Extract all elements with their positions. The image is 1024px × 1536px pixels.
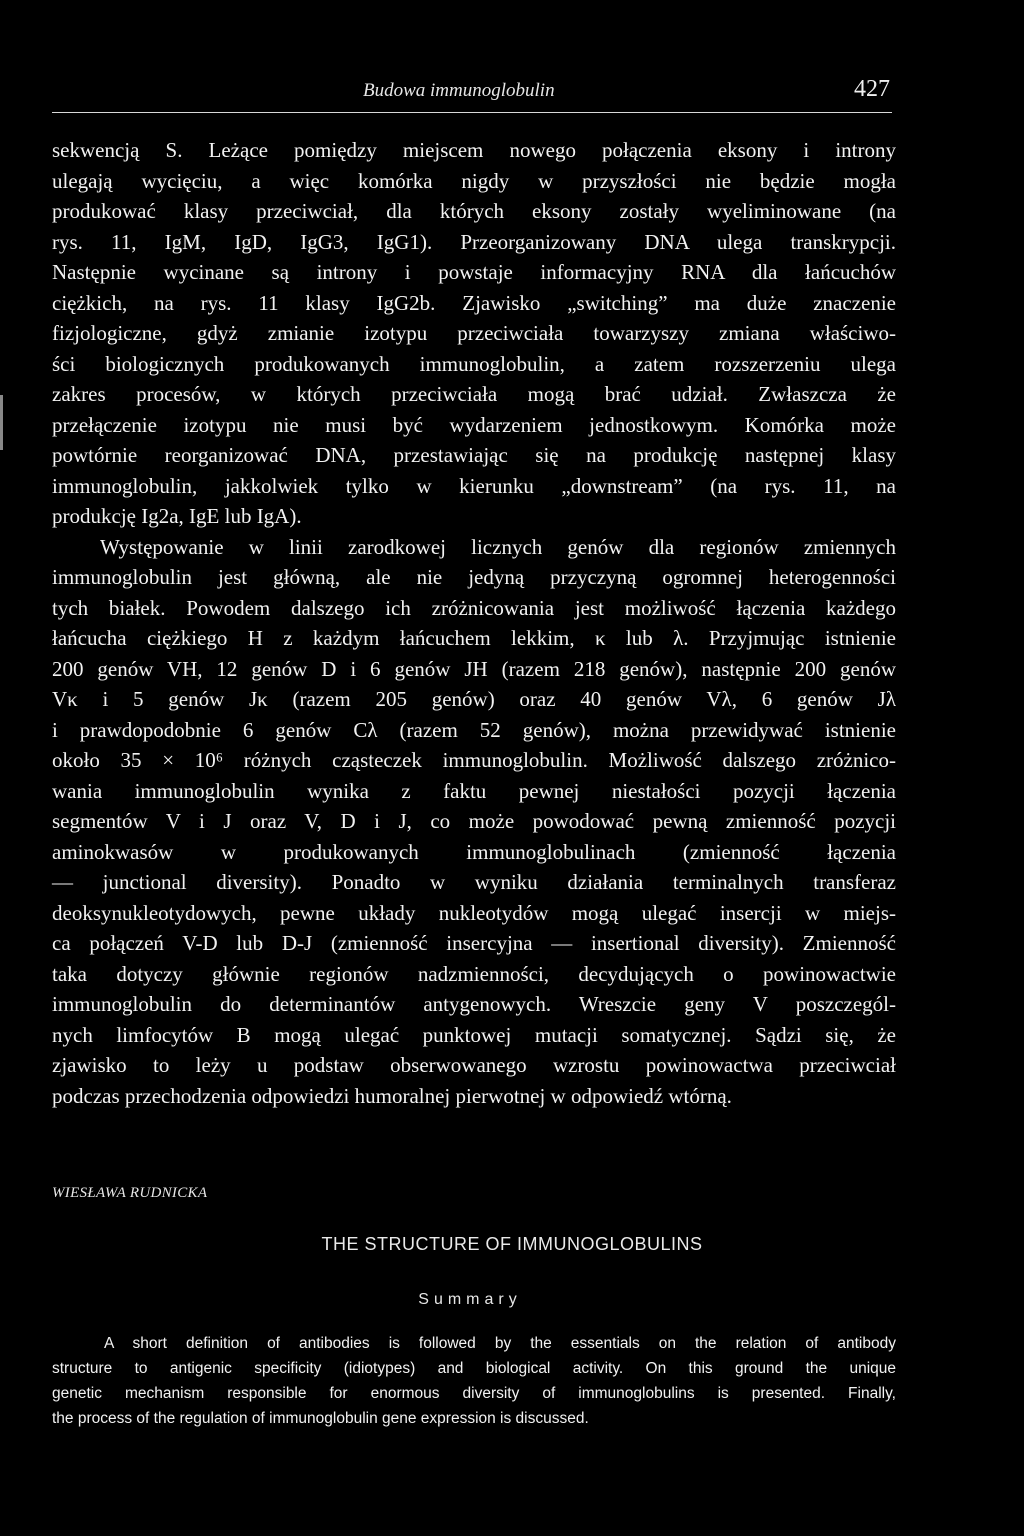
body-line: wania immunoglobulin wynika z faktu pewnej niestałości pozycji łączenia (52, 778, 896, 803)
body-line: sekwencją S. Leżące pomiędzy miejscem nowego połączenia eksony i introny (52, 138, 896, 162)
body-line: immunoglobulin do determinantów antygenowych. Wreszcie geny V poszczegól- (52, 992, 896, 1016)
body-line: produkować klasy przeciwciał, dla których eksony zostały wyeliminowane (na (52, 199, 896, 223)
body-line: Vκ i 5 genów Jκ (razem 205 genów) oraz 40 genów Vλ, 6 genów Jλ (52, 687, 896, 711)
body-line: fizjologiczne, gdyż zmianie izotypu przeciwciała towarzyszy zmiana właściwo- (52, 321, 896, 345)
body-line: podczas przechodzenia odpowiedzi humoralnej pierwotnej w odpowiedź wtórną. (52, 1083, 732, 1108)
summary-line: A short definition of antibodies is followed by the essentials on the relation of antibody (104, 1335, 896, 1352)
body-line: około 35 × 10⁶ różnych cząsteczek immunoglobulin. Możliwość dalszego zróżnico- (52, 748, 896, 772)
scan-edge-mark (0, 395, 3, 450)
summary-line: genetic mechanism responsible for enormous diversity of immunoglobulins is presented. Finally, (52, 1385, 896, 1402)
body-line: powtórnie reorganizować DNA, przestawiając się na produkcję następnej klasy (52, 443, 896, 467)
body-line: immunoglobulin jest główną, ale nie jedyną przyczyną ogromnej heterogenności (52, 565, 896, 589)
summary-text (52, 1331, 896, 1431)
summary-line: the process of the regulation of immunoglobulin gene expression is discussed. (52, 1410, 589, 1427)
body-line: tych białek. Powodem dalszego ich zróżnicowania jest możliwość łączenia każdego (52, 595, 896, 620)
author-name: WIESŁAWA RUDNICKA (52, 1185, 208, 1201)
body-text (52, 135, 896, 1111)
body-line: produkcję Ig2a, IgE lub IgA). (52, 504, 302, 528)
body-line: przełączenie izotypu nie musi być wydarzeniem jednostkowym. Komórka może (52, 412, 896, 437)
body-line: i prawdopodobnie 6 genów Cλ (razem 52 genów), można przewidywać istnienie (52, 717, 896, 742)
body-line: Następnie wycinane są introny i powstaje informacyjny RNA dla łańcuchów (52, 260, 896, 284)
body-line: ulegają wycięciu, a więc komórka nigdy w przyszłości nie będzie mogła (52, 168, 896, 193)
body-line: nych limfocytów B mogą ulegać punktowej mutacji somatycznej. Sądzi się, że (52, 1022, 896, 1047)
body-line: ści biologicznych produkowanych immunoglobulin, a zatem rozszerzeniu ulega (52, 351, 896, 376)
summary-heading: Summary (418, 1291, 522, 1308)
body-line: rys. 11, IgM, IgD, IgG3, IgG1). Przeorganizowany DNA ulega transkrypcji. (52, 229, 896, 254)
body-line: Występowanie w linii zarodkowej licznych genów dla regionów zmiennych (100, 534, 896, 559)
english-title: THE STRUCTURE OF IMMUNOGLOBULINS (321, 1234, 703, 1254)
body-line: zakres procesów, w których przeciwciała mogą brać udział. Zwłaszcza że (52, 382, 896, 406)
body-line: — junctional diversity). Ponadto w wyniku działania terminalnych transferaz (52, 870, 896, 894)
body-line: deoksynukleotydowych, pewne układy nukleotydów mogą ulegać insercji w miejs- (52, 900, 896, 925)
body-line: aminokwasów w produkowanych immunoglobulinach (zmienność łączenia (52, 839, 896, 864)
body-line: zjawisko to leży u podstaw obserwowanego wzrostu powinowactwa przeciwciał (52, 1053, 896, 1077)
body-line: segmentów V i J oraz V, D i J, co może powodować pewną zmienność pozycji (52, 809, 896, 833)
page-header (52, 76, 892, 113)
body-line: łańcucha ciężkiego H z każdym łańcuchem lekkim, κ lub λ. Przyjmując istnienie (52, 626, 896, 650)
running-title: Budowa immunoglobulin (363, 80, 555, 101)
body-line: immunoglobulin, jakkolwiek tylko w kierunku „downstream” (na rys. 11, na (52, 473, 896, 498)
summary-line: structure to antigenic specificity (idiotypes) and biological activity. On this ground the unique (52, 1360, 896, 1377)
page-number: 427 (854, 76, 890, 102)
body-line: taka dotyczy głównie regionów nadzmienności, decydujących o powinowactwie (52, 961, 896, 986)
body-line: ca połączeń V-D lub D-J (zmienność insercyjna — insertional diversity). Zmienność (52, 931, 896, 955)
body-line: ciężkich, na rys. 11 klasy IgG2b. Zjawisko „switching” ma duże znaczenie (52, 290, 896, 315)
body-line: 200 genów VH, 12 genów D i 6 genów JH (razem 218 genów), następnie 200 genów (52, 656, 896, 681)
